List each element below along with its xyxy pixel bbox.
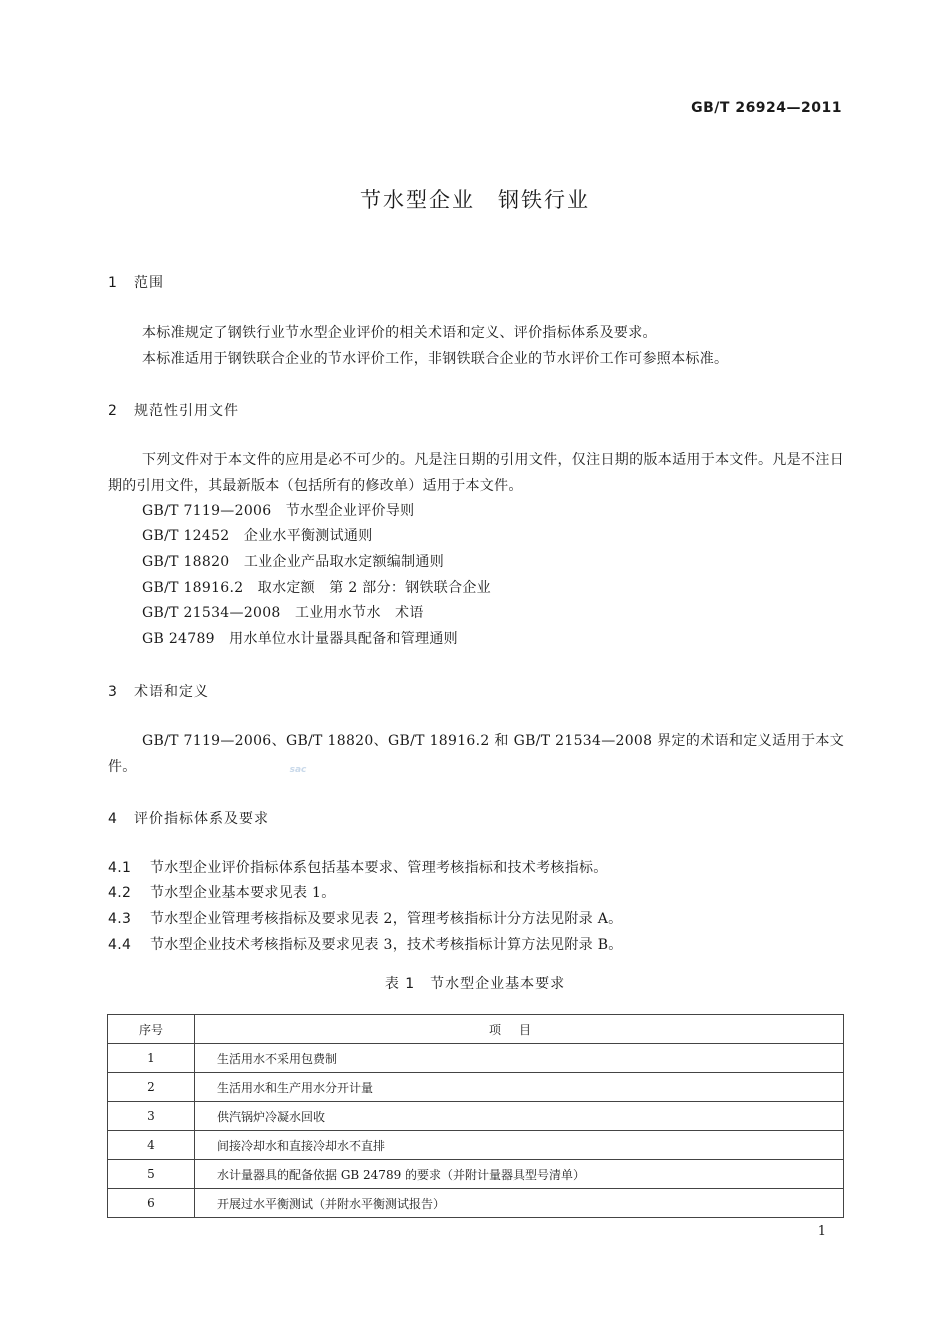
clause-number: 4.2 bbox=[108, 885, 132, 901]
row-item: 生活用水不采用包费制 bbox=[195, 1044, 844, 1073]
section-4-heading bbox=[108, 808, 269, 828]
reference-item: GB/T 21534—2008 工业用水节水 术语 bbox=[142, 605, 424, 621]
row-number: 3 bbox=[108, 1102, 195, 1131]
section-title: 规范性引用文件 bbox=[134, 403, 239, 419]
row-number: 1 bbox=[108, 1044, 195, 1073]
row-number: 5 bbox=[108, 1160, 195, 1189]
page-number: 1 bbox=[817, 1224, 826, 1239]
row-number: 6 bbox=[108, 1189, 195, 1218]
clause-4-1 bbox=[108, 855, 844, 881]
header-serial-number: 序号 bbox=[108, 1015, 195, 1044]
section-title: 范围 bbox=[134, 275, 164, 291]
reference-item: GB/T 12452 企业水平衡测试通则 bbox=[142, 528, 373, 544]
reference-item: GB/T 7119—2006 节水型企业评价导则 bbox=[142, 503, 415, 519]
clause-text: 节水型企业评价指标体系包括基本要求、管理考核指标和技术考核指标。 bbox=[150, 860, 608, 876]
clause-text: 节水型企业技术考核指标及要求见表 3，技术考核指标计算方法见附录 B。 bbox=[150, 937, 623, 953]
row-item: 间接冷却水和直接冷却水不直排 bbox=[195, 1131, 844, 1160]
table-row bbox=[108, 1044, 844, 1073]
basic-requirements-table bbox=[107, 1014, 844, 1218]
paragraph: GB/T 7119—2006、GB/T 18820、GB/T 18916.2 和 GB/T 21534—2008 界定的术语和定义适用于本文件。 bbox=[108, 733, 844, 775]
table-row bbox=[108, 1160, 844, 1189]
row-item: 水计量器具的配备依据 GB 24789 的要求（并附计量器具型号清单） bbox=[195, 1160, 844, 1189]
clause-number: 4.3 bbox=[108, 911, 132, 927]
section-1-heading bbox=[108, 272, 164, 292]
header-item: 项目 bbox=[195, 1015, 844, 1044]
section-number: 3 bbox=[108, 684, 118, 700]
clause-text: 节水型企业基本要求见表 1。 bbox=[150, 885, 336, 901]
table-row bbox=[108, 1131, 844, 1160]
section-number: 4 bbox=[108, 811, 118, 827]
reference-item: GB 24789 用水单位水计量器具配备和管理通则 bbox=[142, 631, 458, 647]
table-row bbox=[108, 1189, 844, 1218]
row-item: 供汽锅炉冷凝水回收 bbox=[195, 1102, 844, 1131]
clause-text: 节水型企业管理考核指标及要求见表 2，管理考核指标计分方法见附录 A。 bbox=[150, 911, 623, 927]
table-row bbox=[108, 1073, 844, 1102]
standard-code: GB/T 26924—2011 bbox=[691, 100, 842, 116]
section-number: 1 bbox=[108, 275, 118, 291]
clause-4-2 bbox=[108, 880, 844, 906]
clause-number: 4.4 bbox=[108, 937, 132, 953]
document-title: 节水型企业 钢铁行业 bbox=[360, 188, 590, 212]
section-title: 术语和定义 bbox=[134, 684, 209, 700]
section-number: 2 bbox=[108, 403, 118, 419]
table-row bbox=[108, 1102, 844, 1131]
reference-item: GB/T 18916.2 取水定额 第 2 部分：钢铁联合企业 bbox=[142, 580, 491, 596]
row-number: 2 bbox=[108, 1073, 195, 1102]
section-3-heading bbox=[108, 681, 209, 701]
clause-4-4 bbox=[108, 932, 844, 958]
paragraph: 本标准规定了钢铁行业节水型企业评价的相关术语和定义、评价指标体系及要求。 bbox=[142, 325, 657, 341]
paragraph: 下列文件对于本文件的应用是必不可少的。凡是注日期的引用文件，仅注日期的版本适用于本文件。凡是不注日期的引用文件，其最新版本（包括所有的修改单）适用于本文件。 bbox=[108, 452, 844, 494]
table-caption: 表 1 节水型企业基本要求 bbox=[384, 976, 566, 992]
row-item: 生活用水和生产用水分开计量 bbox=[195, 1073, 844, 1102]
sac-watermark: sac bbox=[289, 765, 307, 775]
table-header-row bbox=[108, 1015, 844, 1044]
section-2-heading bbox=[108, 400, 239, 420]
reference-item: GB/T 18820 工业企业产品取水定额编制通则 bbox=[142, 554, 445, 570]
row-number: 4 bbox=[108, 1131, 195, 1160]
paragraph: 本标准适用于钢铁联合企业的节水评价工作，非钢铁联合企业的节水评价工作可参照本标准。 bbox=[142, 351, 729, 367]
clause-4-3 bbox=[108, 906, 844, 932]
clause-number: 4.1 bbox=[108, 860, 132, 876]
row-item: 开展过水平衡测试（并附水平衡测试报告） bbox=[195, 1189, 844, 1218]
section-title: 评价指标体系及要求 bbox=[134, 811, 269, 827]
